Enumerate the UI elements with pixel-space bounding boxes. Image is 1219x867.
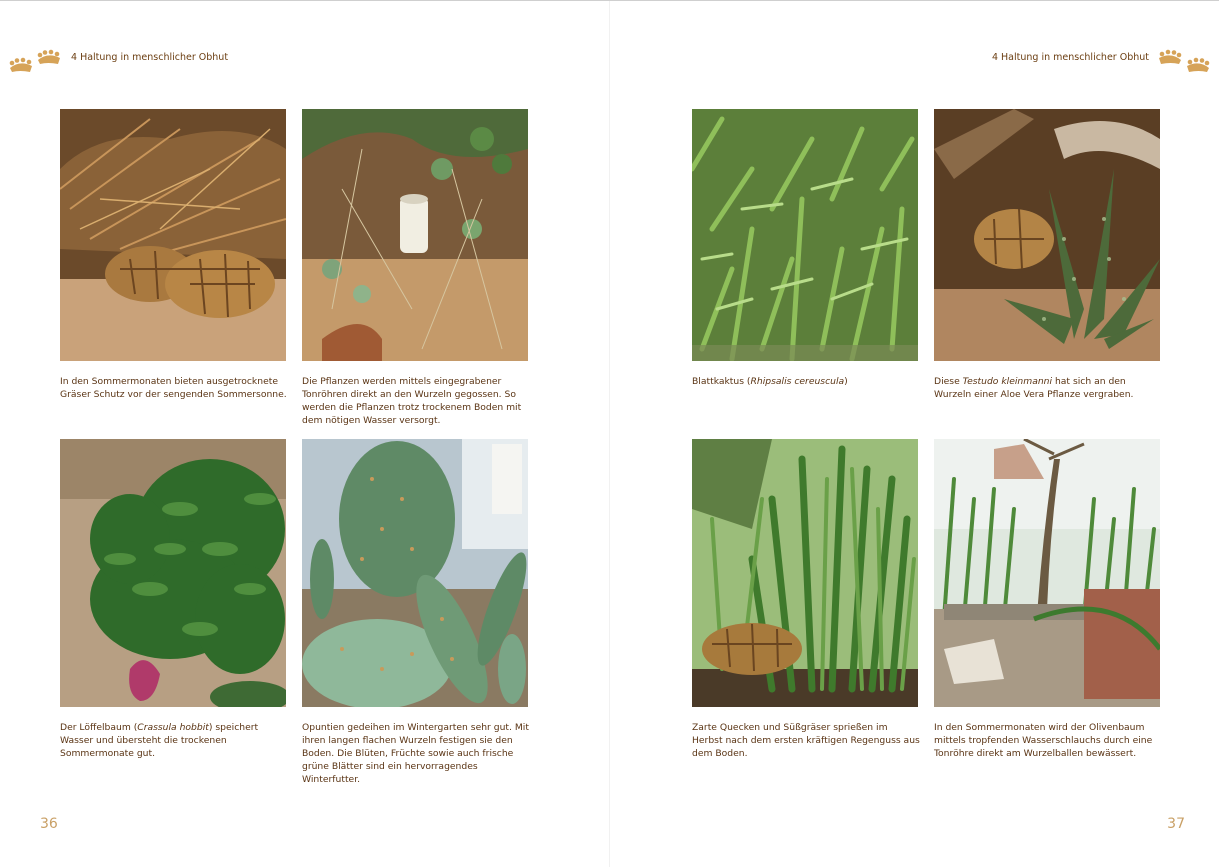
photo-tortoises-under-dry-grass bbox=[60, 109, 286, 361]
page-number-left: 36 bbox=[40, 816, 58, 832]
page-number-right: 37 bbox=[1167, 816, 1185, 832]
photo-tortoise-aloe-vera bbox=[934, 109, 1160, 361]
caption-text: ) bbox=[844, 376, 848, 387]
book-gutter bbox=[609, 1, 610, 867]
running-header-left: 4 Haltung in menschlicher Obhut bbox=[71, 52, 229, 63]
caption-text: Die Pflanzen werden mittels eingegrabener Tonröhren direkt an den Wurzeln gegossen. So werden die Pflanzen trotz trockenem Boden mit dem nötigen Wasser versorgt. bbox=[302, 376, 522, 426]
caption-text: Diese bbox=[934, 376, 963, 387]
caption-species-name: Crassula hobbit bbox=[137, 722, 209, 733]
caption-text: ) speichert Wasser und übersteht die trockenen Sommermonate gut. bbox=[60, 722, 259, 759]
photo-rhipsalis-cactus bbox=[692, 109, 918, 361]
caption-tortoise-in-grasses bbox=[692, 721, 920, 760]
running-header-right: 4 Haltung in menschlicher Obhut bbox=[991, 52, 1149, 63]
caption-opuntia-cactus bbox=[302, 721, 530, 786]
caption-species-name: Rhipsalis cereuscula bbox=[750, 376, 845, 387]
photo-opuntia-cactus bbox=[302, 439, 528, 707]
caption-tortoise-aloe-vera bbox=[934, 375, 1162, 401]
caption-text: In den Sommermonaten wird der Olivenbaum mittels tropfenden Wasserschlauchs durch eine Tonröhre direkt am Wurzelballen bewässert. bbox=[934, 722, 1153, 759]
paw-ornament-icon bbox=[1155, 46, 1213, 80]
caption-text: Der Löffelbaum ( bbox=[60, 722, 138, 733]
caption-text: Opuntien gedeihen im Wintergarten sehr gut. Mit ihren langen flachen Wurzeln festigen sie den Boden. Die Blüten, Früchte sowie auch frische grüne Blätter sind ein hervorragendes Winterfutter. bbox=[302, 722, 529, 785]
caption-text: Zarte Quecken und Süßgräser sprießen im Herbst nach dem ersten kräftigen Regenguss aus dem Boden. bbox=[692, 722, 920, 759]
caption-text: In den Sommermonaten bieten ausgetrocknete Gräser Schutz vor der sengenden Sommersonne. bbox=[60, 376, 287, 400]
caption-olive-tree-hose bbox=[934, 721, 1162, 760]
caption-crassula-jade-plant bbox=[60, 721, 288, 760]
caption-rhipsalis-cactus bbox=[692, 375, 920, 388]
caption-text: Blattkaktus ( bbox=[692, 376, 751, 387]
photo-crassula-jade-plant bbox=[60, 439, 286, 707]
caption-text: hat sich an den Wurzeln einer Aloe Vera Pflanze vergraben. bbox=[934, 376, 1134, 400]
photo-tortoise-in-grasses bbox=[692, 439, 918, 707]
photo-olive-tree-hose bbox=[934, 439, 1160, 707]
caption-species-name: Testudo kleinmanni bbox=[962, 376, 1053, 387]
paw-ornament-icon bbox=[6, 46, 64, 80]
caption-tortoises-under-dry-grass bbox=[60, 375, 288, 401]
caption-clay-tube-watering bbox=[302, 375, 530, 427]
photo-clay-tube-watering bbox=[302, 109, 528, 361]
